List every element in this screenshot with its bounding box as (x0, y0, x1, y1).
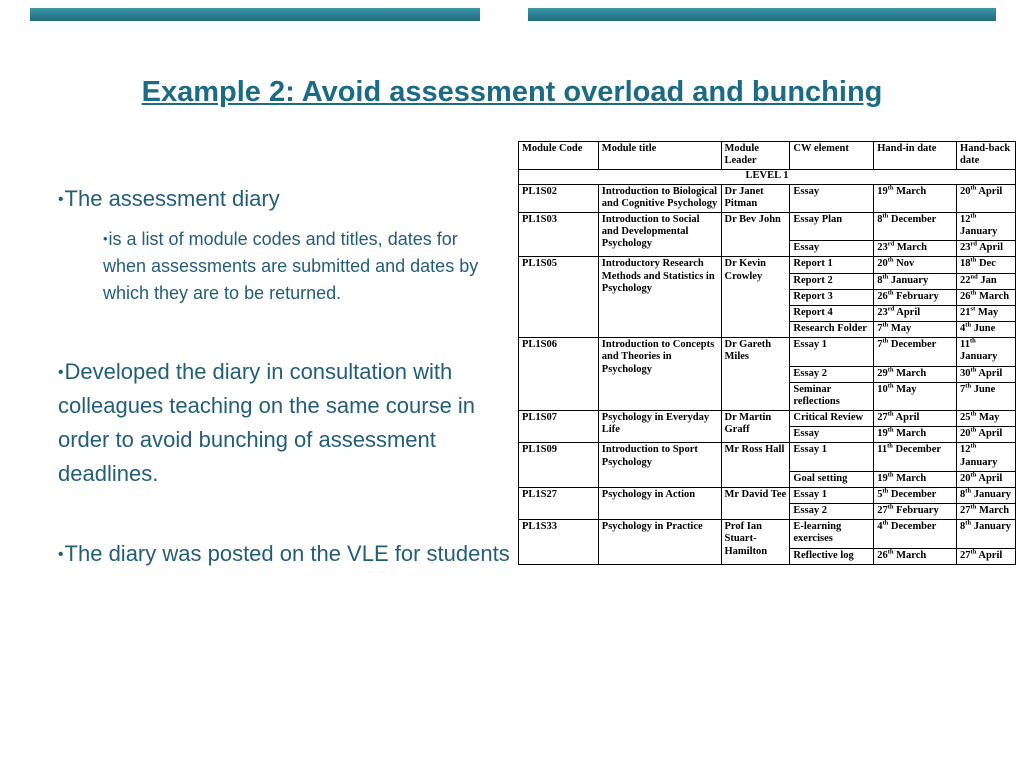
level-label: LEVEL 1 (519, 170, 1016, 184)
cw-element: Research Folder (790, 322, 874, 338)
table-row (519, 338, 1016, 366)
hand-in-date: 23rd April (874, 305, 957, 321)
table-row (519, 520, 1016, 548)
cw-element: Essay (790, 427, 874, 443)
sub-bullet-diary-description (103, 226, 501, 307)
hand-back-date: 26th March (957, 289, 1016, 305)
module-title: Introduction to Biological and Cognitive Psychology (598, 184, 721, 212)
table-header (519, 142, 1016, 170)
column-header: Hand-back date (957, 142, 1016, 170)
cw-element: Essay (790, 241, 874, 257)
table-row (519, 487, 1016, 503)
hand-back-date: 22nd Jan (957, 273, 1016, 289)
hand-in-date: 7th December (874, 338, 957, 366)
module-leader: Dr Janet Pitman (721, 184, 790, 212)
hand-back-date: 21st May (957, 305, 1016, 321)
cw-element: Essay 2 (790, 366, 874, 382)
top-accent-bar-right (528, 8, 996, 21)
header-row (519, 142, 1016, 170)
hand-in-date: 20th Nov (874, 257, 957, 273)
table-row (519, 212, 1016, 240)
hand-back-date: 7th June (957, 382, 1016, 410)
hand-back-date: 11th January (957, 338, 1016, 366)
module-leader: Dr Gareth Miles (721, 338, 790, 411)
module-title: Introduction to Concepts and Theories in Psychology (598, 338, 721, 411)
module-leader: Dr Martin Graff (721, 411, 790, 443)
bullet-assessment-diary (58, 186, 518, 212)
hand-back-date: 18th Dec (957, 257, 1016, 273)
cw-element: Essay (790, 184, 874, 212)
cw-element: Report 3 (790, 289, 874, 305)
hand-in-date: 19th March (874, 427, 957, 443)
cw-element: Report 1 (790, 257, 874, 273)
module-code: PL1S05 (519, 257, 599, 338)
module-code: PL1S02 (519, 184, 599, 212)
bullet3-text: The diary was posted on the VLE for students (64, 541, 510, 566)
hand-back-date: 23rd April (957, 241, 1016, 257)
module-title: Introduction to Sport Psychology (598, 443, 721, 488)
bullet1-text: The assessment diary (64, 186, 280, 211)
hand-back-date: 12th January (957, 443, 1016, 471)
hand-in-date: 27th February (874, 504, 957, 520)
module-title: Psychology in Practice (598, 520, 721, 565)
bullet-marker: • (58, 545, 64, 563)
table-row (519, 443, 1016, 471)
module-title: Psychology in Action (598, 487, 721, 519)
module-leader: Mr Ross Hall (721, 443, 790, 488)
hand-back-date: 4th June (957, 322, 1016, 338)
hand-in-date: 5th December (874, 487, 957, 503)
bullet-developed-diary (58, 355, 510, 491)
cw-element: Essay 1 (790, 443, 874, 471)
module-code: PL1S27 (519, 487, 599, 519)
hand-in-date: 27th April (874, 411, 957, 427)
cw-element: Goal setting (790, 471, 874, 487)
bullet-posted-vle (58, 537, 510, 571)
hand-in-date: 26th February (874, 289, 957, 305)
hand-in-date: 23rd March (874, 241, 957, 257)
module-code: PL1S07 (519, 411, 599, 443)
cw-element: Reflective log (790, 548, 874, 564)
cw-element: Critical Review (790, 411, 874, 427)
top-accent-bar-left (30, 8, 480, 21)
bullet-marker: • (58, 363, 64, 381)
cw-element: E-learning exercises (790, 520, 874, 548)
module-code: PL1S33 (519, 520, 599, 565)
hand-in-date: 10th May (874, 382, 957, 410)
hand-in-date: 4th December (874, 520, 957, 548)
hand-in-date: 26th March (874, 548, 957, 564)
cw-element: Essay 2 (790, 504, 874, 520)
cw-element: Report 4 (790, 305, 874, 321)
module-code: PL1S06 (519, 338, 599, 411)
hand-in-date: 8th December (874, 212, 957, 240)
hand-in-date: 29th March (874, 366, 957, 382)
level-row (519, 170, 1016, 184)
table-row (519, 411, 1016, 427)
column-header: Hand-in date (874, 142, 957, 170)
cw-element: Essay Plan (790, 212, 874, 240)
column-header: Module Leader (721, 142, 790, 170)
column-header: Module title (598, 142, 721, 170)
hand-back-date: 20th April (957, 184, 1016, 212)
hand-in-date: 8th January (874, 273, 957, 289)
hand-in-date: 19th March (874, 184, 957, 212)
module-leader: Mr David Tee (721, 487, 790, 519)
table-row (519, 257, 1016, 273)
table-body (519, 170, 1016, 564)
hand-back-date: 25th May (957, 411, 1016, 427)
hand-back-date: 27th March (957, 504, 1016, 520)
column-header: Module Code (519, 142, 599, 170)
cw-element: Essay 1 (790, 487, 874, 503)
slide-title: Example 2: Avoid assessment overload and bunching (141, 76, 883, 108)
hand-in-date: 19th March (874, 471, 957, 487)
table-row (519, 184, 1016, 212)
hand-back-date: 12th January (957, 212, 1016, 240)
hand-back-date: 8th January (957, 487, 1016, 503)
hand-in-date: 11th December (874, 443, 957, 471)
hand-back-date: 8th January (957, 520, 1016, 548)
column-header: CW element (790, 142, 874, 170)
hand-back-date: 20th April (957, 427, 1016, 443)
module-leader: Prof Ian Stuart-Hamilton (721, 520, 790, 565)
module-leader: Dr Kevin Crowley (721, 257, 790, 338)
module-title: Introductory Research Methods and Statistics in Psychology (598, 257, 721, 338)
cw-element: Essay 1 (790, 338, 874, 366)
hand-back-date: 30th April (957, 366, 1016, 382)
hand-back-date: 27th April (957, 548, 1016, 564)
cw-element: Seminar reflections (790, 382, 874, 410)
module-code: PL1S09 (519, 443, 599, 488)
module-title: Introduction to Social and Developmental Psychology (598, 212, 721, 257)
assessment-diary-table (518, 141, 1016, 565)
bullet2-text: Developed the diary in consultation with colleagues teaching on the same course in order to avoid bunching of assessment deadlines. (58, 359, 476, 487)
hand-in-date: 7th May (874, 322, 957, 338)
bullet1-sub-text: is a list of module codes and titles, dates for when assessments are submitted and dates by which they are to be returned. (103, 229, 479, 303)
module-code: PL1S03 (519, 212, 599, 257)
module-title: Psychology in Everyday Life (598, 411, 721, 443)
module-leader: Dr Bev John (721, 212, 790, 257)
hand-back-date: 20th April (957, 471, 1016, 487)
bullet-marker: • (103, 231, 108, 247)
bullet-marker: • (58, 190, 64, 208)
cw-element: Report 2 (790, 273, 874, 289)
